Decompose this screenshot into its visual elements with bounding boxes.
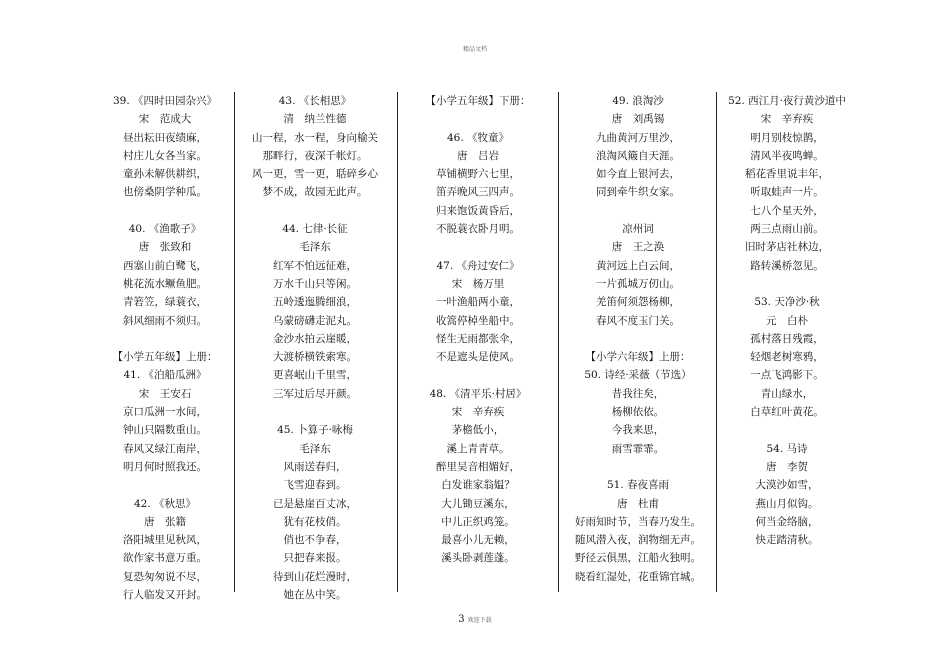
poem-line: 宋 王安石 [138, 387, 192, 400]
poem-line: 羌笛何须怨杨柳， [596, 296, 680, 309]
blank-line [235, 202, 395, 220]
poem-line: 青山绿水， [760, 387, 814, 400]
poem-line: 50. 诗经·采薇（节选） [584, 369, 692, 382]
poem-line: 三军过后尽开颜。 [273, 387, 357, 400]
poem-line: 青箬笠，绿蓑衣， [123, 296, 207, 309]
download-text: 欢迎下载 [467, 617, 492, 624]
poem-line: 不是遮头是使风。 [436, 351, 520, 364]
poem-column-2 [235, 92, 395, 604]
page-number: 3 [458, 614, 465, 625]
poem-line: 轻烟老树寒鸦， [750, 351, 824, 364]
poem-line: 红军不怕远征难， [273, 259, 357, 272]
poem-line: 【小学五年级】下册： [425, 95, 531, 107]
poem-column-3 [398, 92, 558, 568]
poem-line: 斜风细雨不须归。 [123, 314, 207, 327]
poem-line: 大漠沙如雪， [755, 479, 819, 492]
poem-line: 49. 浪淘沙 [612, 95, 664, 107]
poem-line: 何当金络脑， [755, 515, 819, 528]
poem-line: 复恐匆匆说不尽， [123, 570, 207, 583]
poem-line: 欲作家书意万重。 [123, 552, 207, 565]
poem-line: 宋 杨万里 [451, 277, 505, 290]
poem-line: 两三点雨山前。 [750, 223, 824, 236]
poem-line: 清 纳兰性德 [283, 113, 347, 126]
poem-column-5 [717, 92, 857, 549]
poem-line: 唐 吕岩 [457, 149, 499, 162]
poem-line: 52. 西江月·夜行黄沙道中 [728, 95, 846, 107]
blank-line [95, 476, 235, 494]
poem-line: 飞雪迎春到。 [283, 479, 347, 492]
poem-line: 听取蛙声一片。 [750, 186, 824, 199]
poem-line: 44. 七律·长征 [282, 223, 348, 236]
poem-line: 唐 刘禹锡 [611, 113, 665, 126]
poem-line: 童孙未解供耕织， [123, 168, 207, 181]
poem-line: 只把春来报。 [283, 552, 347, 565]
poem-line: 雨雪霏霏。 [611, 442, 665, 455]
poem-line: 一叶渔船两小童， [436, 296, 520, 309]
blank-line [398, 238, 558, 256]
poem-line: 春风又绿江南岸， [123, 442, 207, 455]
poem-line: 七八个星天外， [750, 204, 824, 217]
blank-line [717, 421, 857, 439]
poem-line: 杨柳依依。 [611, 406, 665, 419]
poem-line: 俏也不争春， [283, 534, 347, 547]
poem-line: 孤村落日残霞， [750, 332, 824, 345]
poem-line: 宋 辛弃疾 [760, 113, 814, 126]
poem-line: 野径云俱黑，江船火独明。 [575, 552, 701, 565]
poem-line: 已是悬崖百丈冰， [273, 497, 357, 510]
poem-line: 醉里吴音相媚好， [436, 460, 520, 473]
poem-line: 唐 王之涣 [611, 241, 665, 254]
poem-line: 万水千山只等闲。 [273, 277, 357, 290]
poem-line: 41. 《泊船瓜洲》 [123, 369, 207, 382]
poem-line: 凉州词 [622, 223, 654, 236]
blank-line [95, 202, 235, 220]
poem-line: 梦不成，故园无此声。 [262, 186, 368, 199]
poem-line: 唐 张籍 [144, 515, 186, 528]
poem-line: 最喜小儿无赖， [441, 534, 515, 547]
poem-line: 唐 李贺 [766, 460, 808, 473]
poem-line: 39. 《四时田园杂兴》 [112, 95, 218, 107]
poem-line: 宋 范成大 [138, 113, 192, 126]
poem-line: 不脱蓑衣卧月明。 [436, 223, 520, 236]
poem-line: 洛阳城里见秋风， [123, 534, 207, 547]
poem-line: 同到牵牛织女家。 [596, 186, 680, 199]
poem-line: 47. 《舟过安仁》 [436, 259, 520, 272]
poem-column-4 [559, 92, 717, 586]
poem-line: 京口瓜洲一水间， [123, 406, 207, 419]
poem-line: 风一更，雪一更，聒碎乡心 [252, 168, 378, 181]
poem-line: 乌蒙磅礴走泥丸。 [273, 314, 357, 327]
poem-line: 待到山花烂漫时， [273, 570, 357, 583]
poem-line: 清风半夜鸣蝉。 [750, 149, 824, 162]
poem-line: 钟山只隔数重山。 [123, 424, 207, 437]
poem-line: 白发谁家翁媪？ [441, 479, 515, 492]
poem-line: 【小学六年级】上册： [585, 351, 691, 364]
poem-line: 路转溪桥忽见。 [750, 259, 824, 272]
blank-line [559, 330, 717, 348]
poem-line: 43. 《长相思》 [278, 95, 352, 107]
blank-line [559, 202, 717, 220]
poem-line: 犹有花枝俏。 [283, 515, 347, 528]
poem-line: 她在丛中笑。 [283, 589, 347, 602]
page-footer [0, 614, 950, 625]
blank-line [559, 458, 717, 476]
poem-line: 42. 《秋思》 [133, 497, 197, 510]
poem-line: 浪淘风簸自天涯。 [596, 149, 680, 162]
poem-line: 毛泽东 [299, 442, 331, 455]
poem-line: 桃花流水鳜鱼肥。 [123, 277, 207, 290]
poem-line: 如今直上银河去， [596, 168, 680, 181]
poem-line: 归来饱饭黄昏后， [436, 204, 520, 217]
poem-line: 宋 辛弃疾 [451, 406, 505, 419]
poem-line: 快走踏清秋。 [755, 534, 819, 547]
poem-line: 溪上青青草。 [446, 442, 510, 455]
poem-line: 45. 卜算子·咏梅 [277, 424, 353, 437]
poem-line: 明月何时照我还。 [123, 460, 207, 473]
poem-line: 40. 《渔歌子》 [128, 223, 202, 236]
poem-line: 唐 张致和 [138, 241, 192, 254]
poem-line: 旧时茅店社林边， [745, 241, 829, 254]
poem-line: 金沙水拍云崖暖， [273, 332, 357, 345]
poem-line: 【小学五年级】上册： [112, 351, 218, 364]
poem-line: 今我来思， [611, 424, 665, 437]
poem-line: 风雨送春归， [283, 460, 347, 473]
poem-line: 茅檐低小， [451, 424, 505, 437]
poem-line: 那畔行，夜深千帐灯。 [262, 149, 368, 162]
poem-line: 好雨知时节，当春乃发生。 [575, 515, 701, 528]
poem-line: 怪生无雨都张伞， [436, 332, 520, 345]
poem-line: 稻花香里说丰年， [745, 168, 829, 181]
poem-line: 山一程，水一程，身向榆关 [252, 131, 378, 144]
blank-line [717, 275, 857, 293]
poem-line: 48. 《清平乐·村居》 [429, 387, 527, 400]
poem-line: 毛泽东 [299, 241, 331, 254]
poem-line: 收篙停棹坐船中。 [436, 314, 520, 327]
poem-line: 村庄儿女各当家。 [123, 149, 207, 162]
poem-line: 黄河远上白云间， [596, 259, 680, 272]
poem-line: 53. 天净沙·秋 [754, 296, 820, 309]
poem-line: 笛弄晚风三四声。 [436, 186, 520, 199]
poem-line: 燕山月似钩。 [755, 497, 819, 510]
poem-line: 元 白朴 [766, 314, 808, 327]
poem-line: 54. 马诗 [766, 442, 808, 455]
poem-line: 中儿正织鸡笼。 [441, 515, 515, 528]
poem-line: 九曲黄河万里沙， [596, 131, 680, 144]
poem-line: 一片孤城万仞山。 [596, 277, 680, 290]
header-watermark: 精品文档 [462, 46, 487, 53]
poem-line: 溪头卧剥莲蓬。 [441, 552, 515, 565]
blank-line [95, 330, 235, 348]
blank-line [398, 366, 558, 384]
poem-line: 随风潜入夜，润物细无声。 [575, 534, 701, 547]
poem-column-1 [95, 92, 235, 604]
poem-line: 昔我往矣， [611, 387, 665, 400]
poem-line: 白草红叶黄花。 [750, 406, 824, 419]
blank-line [398, 110, 558, 128]
poem-line: 晓看红湿处，花重锦官城。 [575, 570, 701, 583]
poem-line: 西塞山前白鹭飞， [123, 259, 207, 272]
poem-line: 明月别枝惊鹊， [750, 131, 824, 144]
poem-line: 行人临发又开封。 [123, 589, 207, 602]
poem-line: 一点飞鸿影下。 [750, 369, 824, 382]
poem-line: 大儿锄豆溪东， [441, 497, 515, 510]
poem-line: 也傍桑阴学种瓜。 [123, 186, 207, 199]
poem-line: 昼出耘田夜绩麻， [123, 131, 207, 144]
poem-line: 五岭逶迤腾细浪， [273, 296, 357, 309]
poem-line: 46. 《牧童》 [446, 131, 510, 144]
blank-line [235, 403, 395, 421]
poem-line: 唐 杜甫 [617, 497, 659, 510]
poem-line: 春风不度玉门关。 [596, 314, 680, 327]
poem-line: 更喜岷山千里雪， [273, 369, 357, 382]
poem-line: 51. 春夜喜雨 [606, 479, 670, 492]
poem-line: 草铺横野六七里， [436, 168, 520, 181]
poem-line: 大渡桥横铁索寒。 [273, 351, 357, 364]
